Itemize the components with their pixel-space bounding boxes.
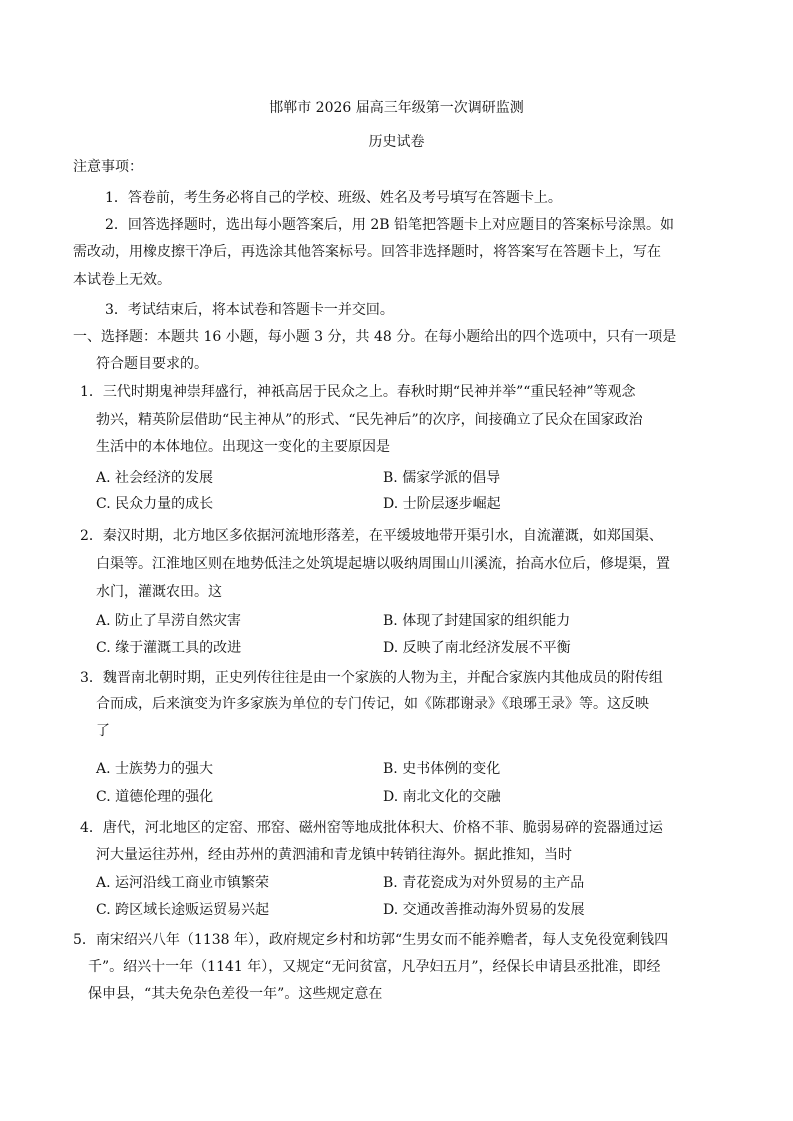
exam-title: 邯郸市 2026 届高三年级第一次调研监测 bbox=[269, 100, 524, 116]
question-4-option-c: C. 跨区域长途贩运贸易兴起 bbox=[96, 902, 270, 918]
question-3-option-b: B. 史书体例的变化 bbox=[383, 761, 501, 777]
section-1-line-1: 一、选择题：本题共 16 小题，每小题 3 分，共 48 分。在每小题给出的四个选项中，只有一项是 bbox=[73, 329, 677, 345]
question-2-option-c: C. 缘于灌溉工具的改进 bbox=[96, 640, 242, 656]
question-5-line-1: 5．南宋绍兴八年（1138 年），政府规定乡村和坊郭“生男女而不能养赡者，每人支免役宽剩钱四 bbox=[73, 932, 669, 948]
question-2-line-2: 白渠等。江淮地区则在地势低洼之处筑堤起塘以吸纳周围山川溪流，抬高水位后，修堤渠，置 bbox=[96, 556, 670, 572]
question-1-option-c: C. 民众力量的成长 bbox=[96, 496, 214, 512]
question-2-line-1: 2．秦汉时期，北方地区多依据河流地形落差，在平缓坡地带开渠引水，自流灌溉，如郑国渠、 bbox=[80, 528, 663, 544]
notice-item-3: 3．考试结束后，将本试卷和答题卡一并交回。 bbox=[105, 302, 394, 318]
question-1-line-2: 勃兴，精英阶层借助“民主神从”的形式、“民先神后”的次序，间接确立了民众在国家政治 bbox=[96, 412, 643, 428]
question-2-option-a: A. 防止了旱涝自然灾害 bbox=[96, 613, 242, 629]
question-3-line-1: 3．魏晋南北朝时期，正史列传往往是由一个家族的人物为主，并配合家族内其他成员的附传组 bbox=[80, 670, 663, 686]
question-1-option-b: B. 儒家学派的倡导 bbox=[383, 470, 501, 486]
question-3-option-d: D. 南北文化的交融 bbox=[383, 789, 501, 805]
question-3-option-c: C. 道德伦理的强化 bbox=[96, 789, 214, 805]
question-1-line-3: 生活中的本体地位。出现这一变化的主要原因是 bbox=[96, 439, 390, 455]
question-2-option-b: B. 体现了封建国家的组织能力 bbox=[383, 613, 571, 629]
question-4-line-2: 河大量运往苏州，经由苏州的黄泗浦和青龙镇中转销往海外。据此推知，当时 bbox=[96, 847, 572, 863]
question-5-line-3: 保申县，“其夫免杂色差役一年”。这些规定意在 bbox=[88, 986, 383, 1002]
notice-item-2-line-1: 2．回答选择题时，选出每小题答案后，用 2B 铅笔把答题卡上对应题目的答案标号涂黑。如 bbox=[105, 217, 675, 233]
notice-item-2-line-2: 需改动，用橡皮擦干净后，再选涂其他答案标号。回答非选择题时，将答案写在答题卡上，写在 bbox=[73, 244, 661, 260]
notice-item-2-line-3: 本试卷上无效。 bbox=[73, 272, 171, 288]
subject-title: 历史试卷 bbox=[368, 134, 425, 150]
question-1-option-d: D. 士阶层逐步崛起 bbox=[383, 496, 501, 512]
question-3-option-a: A. 士族势力的强大 bbox=[96, 761, 214, 777]
question-3-line-2: 合而成，后来演变为许多家族为单位的专门传记，如《陈郡谢录》《琅琊王录》等。这反映 bbox=[96, 696, 649, 712]
question-4-option-a: A. 运河沿线工商业市镇繁荣 bbox=[96, 875, 270, 891]
question-2-option-d: D. 反映了南北经济发展不平衡 bbox=[383, 640, 571, 656]
question-2-line-3: 水门，灌溉农田。这 bbox=[96, 584, 222, 600]
question-1-line-1: 1．三代时期鬼神崇拜盛行，神祇高居于民众之上。春秋时期“民神并举”“重民轻神”等观念 bbox=[80, 384, 636, 400]
question-4-option-b: B. 青花瓷成为对外贸易的主产品 bbox=[383, 875, 585, 891]
notice-heading: 注意事项： bbox=[73, 159, 143, 175]
notice-item-1: 1．答卷前，考生务必将自己的学校、班级、姓名及考号填写在答题卡上。 bbox=[105, 190, 562, 206]
question-5-line-2: 千”。绍兴十一年（1141 年），又规定“无问贫富，凡孕妇五月”，经保长申请县丞批准，即经 bbox=[88, 959, 661, 975]
question-4-option-d: D. 交通改善推动海外贸易的发展 bbox=[383, 902, 585, 918]
question-4-line-1: 4．唐代，河北地区的定窑、邢窑、磁州窑等地成批体积大、价格不菲、脆弱易碎的瓷器通过运 bbox=[80, 820, 663, 836]
section-1-line-2: 符合题目要求的。 bbox=[96, 356, 208, 372]
question-3-line-3: 了 bbox=[96, 723, 110, 739]
question-1-option-a: A. 社会经济的发展 bbox=[96, 470, 214, 486]
